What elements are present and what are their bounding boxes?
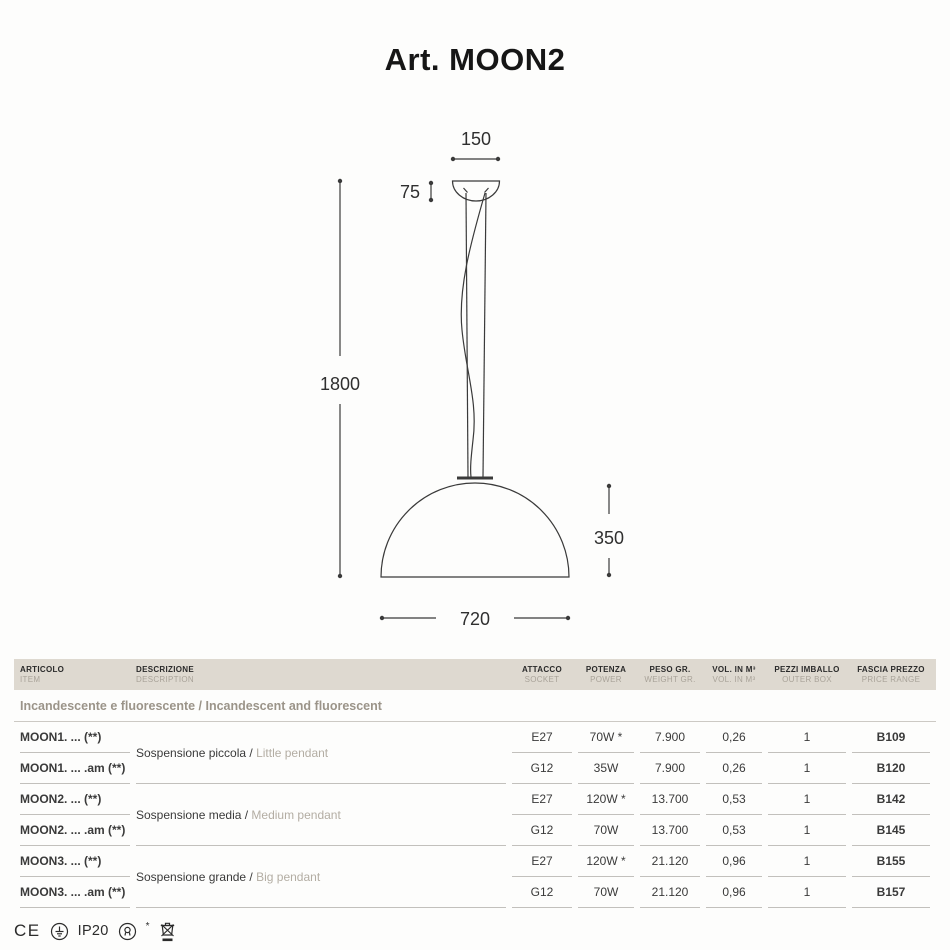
- table-row: [20, 784, 930, 815]
- col-header-attacco: ATTACCO SOCKET: [521, 664, 563, 684]
- article-cell: MOON3. ... (**): [20, 846, 130, 877]
- power-cell: 70W: [578, 877, 634, 908]
- description-cell: [136, 722, 506, 784]
- price-cell: B120: [852, 753, 930, 784]
- dim-150-label: 150: [460, 129, 492, 149]
- weight-cell: 7.900: [640, 722, 700, 753]
- pieces-cell: 1: [768, 784, 846, 815]
- power-cell: 70W *: [578, 722, 634, 753]
- description-it: Sospensione media /: [136, 807, 252, 822]
- asterisk-note: *: [145, 920, 150, 932]
- article-cell: MOON3. ... .am (**): [20, 877, 130, 908]
- dim-350-label: 350: [593, 528, 625, 548]
- article-cell: MOON1. ... (**): [20, 722, 130, 753]
- socket-cell: G12: [512, 753, 572, 784]
- col-header-articolo: ARTICOLO ITEM: [20, 664, 65, 684]
- spec-table-wrap: [14, 659, 936, 908]
- description-it: Sospensione grande /: [136, 869, 257, 884]
- col-header-volume: VOL. IN M³ VOL. IN M³: [712, 664, 756, 684]
- weee-bin-icon: [159, 919, 176, 943]
- pieces-cell: 1: [768, 753, 846, 784]
- dim-75-label: 75: [399, 182, 420, 202]
- weight-cell: 21.120: [640, 877, 700, 908]
- volume-cell: 0,26: [706, 722, 762, 753]
- col-header-potenza: POTENZA POWER: [585, 664, 627, 684]
- description-en: Little pendant: [256, 745, 329, 760]
- weight-cell: 13.700: [640, 815, 700, 846]
- volume-cell: 0,53: [706, 815, 762, 846]
- socket-cell: G12: [512, 815, 572, 846]
- table-header-band: [14, 659, 936, 690]
- power-cell: 70W: [578, 815, 634, 846]
- certification-footer: [14, 916, 176, 946]
- power-cell: 120W *: [578, 784, 634, 815]
- section-header: Incandescente e fluorescente / Incandescent and fluorescent: [14, 690, 936, 722]
- price-cell: B109: [852, 722, 930, 753]
- socket-cell: E27: [512, 846, 572, 877]
- col-header-pezzi: PEZZI IMBALLO OUTER BOX: [774, 664, 840, 684]
- lamp-marking-icon: [118, 922, 137, 941]
- description-it: Sospensione piccola /: [136, 745, 257, 760]
- volume-cell: 0,53: [706, 784, 762, 815]
- pieces-cell: 1: [768, 846, 846, 877]
- table-row: [20, 846, 930, 877]
- power-cell: 120W *: [578, 846, 634, 877]
- weight-cell: 21.120: [640, 846, 700, 877]
- dim-720-label: 720: [459, 609, 491, 629]
- article-cell: MOON2. ... .am (**): [20, 815, 130, 846]
- socket-cell: G12: [512, 877, 572, 908]
- ce-mark-icon: CE: [14, 921, 41, 940]
- col-header-fascia: FASCIA PREZZO PRICE RANGE: [857, 664, 925, 684]
- page-title: Art. MOON2: [384, 42, 566, 77]
- cable-wavy: [461, 193, 485, 477]
- table-row: [20, 722, 930, 753]
- volume-cell: 0,96: [706, 846, 762, 877]
- weight-cell: 13.700: [640, 784, 700, 815]
- weight-cell: 7.900: [640, 753, 700, 784]
- cable-right: [483, 193, 486, 477]
- price-cell: B145: [852, 815, 930, 846]
- ip-rating-label: IP20: [77, 923, 109, 939]
- canopy-shape: [453, 181, 500, 201]
- description-cell: [136, 784, 506, 846]
- price-cell: B155: [852, 846, 930, 877]
- description-en: Big pendant: [256, 869, 321, 884]
- dome-shade-shape: [381, 483, 569, 577]
- article-cell: MOON1. ... .am (**): [20, 753, 130, 784]
- article-cell: MOON2. ... (**): [20, 784, 130, 815]
- volume-cell: 0,96: [706, 877, 762, 908]
- pieces-cell: 1: [768, 815, 846, 846]
- col-header-peso: PESO GR. WEIGHT GR.: [644, 664, 696, 684]
- pieces-cell: 1: [768, 877, 846, 908]
- cable-left: [466, 193, 468, 477]
- col-header-descrizione: DESCRIZIONE DESCRIPTION: [136, 664, 194, 684]
- volume-cell: 0,26: [706, 753, 762, 784]
- spec-table: [14, 722, 936, 908]
- socket-cell: E27: [512, 784, 572, 815]
- description-en: Medium pendant: [251, 807, 341, 822]
- price-cell: B142: [852, 784, 930, 815]
- pieces-cell: 1: [768, 722, 846, 753]
- price-cell: B157: [852, 877, 930, 908]
- class-1-earth-icon: [50, 922, 69, 941]
- description-cell: [136, 846, 506, 908]
- socket-cell: E27: [512, 722, 572, 753]
- power-cell: 35W: [578, 753, 634, 784]
- dim-1800-label: 1800: [319, 374, 361, 394]
